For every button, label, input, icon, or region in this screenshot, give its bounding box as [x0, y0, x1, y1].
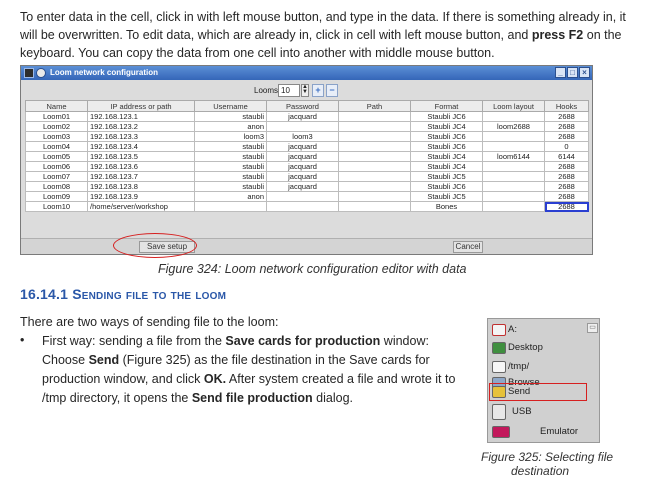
- table-cell[interactable]: 0: [545, 142, 589, 152]
- menu-item-emulator[interactable]: [488, 423, 598, 441]
- menu-item-label: Desktop: [508, 342, 543, 353]
- table-cell[interactable]: [483, 162, 545, 172]
- usb-icon: [492, 404, 506, 420]
- table-cell[interactable]: loom3: [267, 132, 339, 142]
- table-header-row: [26, 101, 589, 112]
- table-cell[interactable]: jacquard: [267, 162, 339, 172]
- menu-item-label: /tmp/: [508, 361, 530, 372]
- table-cell[interactable]: Loom06: [26, 162, 88, 172]
- file-destination-menu: [487, 318, 600, 443]
- table-cell[interactable]: Staubli JC6: [411, 142, 483, 152]
- table-cell[interactable]: Staubli JC6: [411, 182, 483, 192]
- button-bar: [21, 238, 592, 254]
- table-cell[interactable]: staubli: [195, 162, 267, 172]
- table-cell[interactable]: staubli: [195, 112, 267, 122]
- table-cell[interactable]: Staubli JC4: [411, 162, 483, 172]
- table-cell[interactable]: 192.168.123.6: [88, 162, 195, 172]
- loom-table: [25, 100, 589, 212]
- bullet-paragraph: [42, 332, 470, 408]
- column-header[interactable]: Format: [411, 101, 483, 112]
- close-icon[interactable]: ×: [579, 67, 590, 78]
- table-cell[interactable]: [483, 132, 545, 142]
- emulator-icon: [492, 426, 510, 438]
- table-cell[interactable]: loom6144: [483, 152, 545, 162]
- looms-label: Looms: [254, 86, 279, 95]
- folder-icon: [492, 361, 506, 373]
- table-cell[interactable]: Loom10: [26, 202, 88, 212]
- menu-item-label: A:: [508, 324, 517, 335]
- table-cell[interactable]: 2688: [545, 202, 589, 212]
- ways-paragraph: There are two ways of sending file to the loom:: [20, 315, 279, 329]
- loom-network-config-window: [20, 65, 593, 255]
- table-cell[interactable]: 2688: [545, 122, 589, 132]
- table-cell[interactable]: 192.168.123.2: [88, 122, 195, 132]
- table-cell[interactable]: Loom04: [26, 142, 88, 152]
- column-header[interactable]: Password: [267, 101, 339, 112]
- looms-spinner[interactable]: ▲ ▼: [302, 84, 308, 95]
- table-cell[interactable]: 192.168.123.3: [88, 132, 195, 142]
- table-row: [26, 132, 589, 142]
- table-row: [26, 202, 589, 212]
- table-cell[interactable]: jacquard: [267, 142, 339, 152]
- bullet-bold: Save cards for production: [225, 334, 381, 348]
- table-row: [26, 122, 589, 132]
- table-cell[interactable]: Loom07: [26, 172, 88, 182]
- table-cell[interactable]: 192.168.123.9: [88, 192, 195, 202]
- table-cell[interactable]: [339, 112, 411, 122]
- floppy-icon: [492, 324, 506, 336]
- section-heading: [20, 286, 226, 302]
- bullet-text: First way: sending a file from the: [42, 334, 226, 348]
- bullet-bold: Send file production: [191, 391, 313, 405]
- looms-count-input[interactable]: 10: [278, 84, 300, 97]
- table-cell[interactable]: 6144: [545, 152, 589, 162]
- table-cell[interactable]: 2688: [545, 182, 589, 192]
- table-cell[interactable]: Bones: [411, 202, 483, 212]
- table-cell[interactable]: loom2688: [483, 122, 545, 132]
- menu-item-label: Send: [508, 386, 531, 397]
- figure-325-caption-line: destination: [511, 464, 570, 478]
- table-cell[interactable]: 2688: [545, 192, 589, 202]
- table-cell[interactable]: Staubli JC5: [411, 172, 483, 182]
- table-cell[interactable]: [267, 122, 339, 132]
- window-controls: [555, 67, 590, 78]
- menu-item-desktop[interactable]: [488, 339, 588, 357]
- table-cell[interactable]: [339, 192, 411, 202]
- table-row: [26, 162, 589, 172]
- table-cell[interactable]: jacquard: [267, 182, 339, 192]
- highlight-ellipse: [113, 233, 197, 258]
- table-cell[interactable]: jacquard: [267, 172, 339, 182]
- table-row: [26, 152, 589, 162]
- figure-324-caption: Figure 324: Loom network configuration editor with data: [158, 262, 467, 276]
- table-cell[interactable]: staubli: [195, 142, 267, 152]
- section-number: 16.14.1: [20, 286, 73, 302]
- table-cell[interactable]: 2688: [545, 172, 589, 182]
- desktop-icon: [492, 342, 506, 354]
- table-cell[interactable]: 2688: [545, 132, 589, 142]
- table-cell[interactable]: [339, 142, 411, 152]
- bullet-text: production window, and click: [42, 372, 204, 386]
- column-header[interactable]: Username: [195, 101, 267, 112]
- figure-325-caption-line: Figure 325: Selecting file: [481, 450, 614, 464]
- figure-325-caption: [481, 450, 613, 478]
- cancel-button[interactable]: Cancel: [453, 241, 483, 253]
- table-cell[interactable]: [339, 202, 411, 212]
- window-title: Loom network configuration: [50, 68, 158, 77]
- table-cell[interactable]: Loom09: [26, 192, 88, 202]
- table-row: [26, 172, 589, 182]
- table-cell[interactable]: staubli: [195, 172, 267, 182]
- bullet-line: [42, 332, 470, 351]
- intro-line-1: To enter data in the cell, click in with left mouse button, and type in the data. If there is something already in, it: [20, 10, 626, 24]
- table-cell[interactable]: Staubli JC5: [411, 192, 483, 202]
- menu-item-label: Emulator: [540, 426, 579, 437]
- table-cell[interactable]: Loom03: [26, 132, 88, 142]
- table-cell[interactable]: [339, 132, 411, 142]
- table-cell[interactable]: staubli: [195, 152, 267, 162]
- table-cell[interactable]: Loom08: [26, 182, 88, 192]
- table-row: [26, 192, 589, 202]
- intro-text: on the: [583, 28, 622, 42]
- intro-key-hint: press F2: [531, 28, 584, 42]
- menu-item-label: Browse: [508, 377, 540, 388]
- table-cell[interactable]: [483, 112, 545, 122]
- bullet-line: [42, 370, 470, 389]
- table-cell[interactable]: Staubli JC6: [411, 132, 483, 142]
- table-cell[interactable]: [483, 172, 545, 182]
- table-cell[interactable]: [339, 182, 411, 192]
- table-cell[interactable]: 192.168.123.1: [88, 112, 195, 122]
- maximize-icon[interactable]: □: [567, 67, 578, 78]
- table-cell[interactable]: anon: [195, 192, 267, 202]
- send-highlight-box: [489, 383, 587, 401]
- table-cell[interactable]: loom3: [195, 132, 267, 142]
- minus-icon[interactable]: −: [326, 84, 338, 97]
- window-menu-icon[interactable]: [36, 68, 46, 78]
- looms-count-row: [21, 84, 592, 98]
- menu-item-label: USB: [512, 406, 532, 417]
- table-cell[interactable]: jacquard: [267, 112, 339, 122]
- table-row: [26, 112, 589, 122]
- table-cell[interactable]: 192.168.123.5: [88, 152, 195, 162]
- table-cell[interactable]: [483, 192, 545, 202]
- intro-text: will be overwritten. To edit data, which are already in, click in cell with left mouse button, and: [20, 28, 532, 42]
- table-cell[interactable]: [267, 192, 339, 202]
- bullet-marker: •: [20, 333, 25, 347]
- table-cell[interactable]: Staubli JC4: [411, 152, 483, 162]
- bullet-text: (Figure 325) as the file destination in the Save cards for: [119, 353, 430, 367]
- table-cell[interactable]: Loom02: [26, 122, 88, 132]
- intro-line-2: [20, 26, 632, 44]
- bullet-bold: OK.: [203, 372, 227, 386]
- intro-paragraph: [20, 8, 632, 62]
- plus-icon[interactable]: +: [312, 84, 324, 97]
- table-cell[interactable]: [483, 182, 545, 192]
- column-header[interactable]: IP address or path: [88, 101, 195, 112]
- table-cell[interactable]: [483, 202, 545, 212]
- table-cell[interactable]: 2688: [545, 162, 589, 172]
- bullet-bold: Send: [88, 353, 120, 367]
- table-cell[interactable]: /home/server/workshop: [88, 202, 195, 212]
- table-cell[interactable]: [267, 202, 339, 212]
- column-header[interactable]: Hooks: [545, 101, 589, 112]
- bullet-text: /tmp directory, it opens the: [42, 391, 192, 405]
- window-titlebar: [21, 66, 592, 80]
- table-cell[interactable]: [339, 172, 411, 182]
- bullet-line: [42, 351, 470, 370]
- table-cell[interactable]: Staubli JC4: [411, 122, 483, 132]
- column-header[interactable]: Path: [339, 101, 411, 112]
- table-cell[interactable]: 192.168.123.7: [88, 172, 195, 182]
- table-cell[interactable]: staubli: [195, 182, 267, 192]
- bullet-text: dialog.: [312, 391, 353, 405]
- bullet-text: window:: [380, 334, 429, 348]
- bullet-text: Choose: [42, 353, 89, 367]
- table-cell[interactable]: 2688: [545, 112, 589, 122]
- bullet-line: [42, 389, 470, 408]
- table-cell[interactable]: 192.168.123.8: [88, 182, 195, 192]
- menu-item-usb[interactable]: [488, 403, 588, 421]
- table-cell[interactable]: Staubli JC6: [411, 112, 483, 122]
- minimize-icon[interactable]: _: [555, 67, 566, 78]
- section-title: Sending file to the loom: [72, 286, 227, 302]
- bullet-text: After system created a file and wrote it to: [226, 372, 456, 386]
- table-cell[interactable]: 192.168.123.4: [88, 142, 195, 152]
- table-cell[interactable]: [195, 202, 267, 212]
- column-header[interactable]: Name: [26, 101, 88, 112]
- table-cell[interactable]: Loom05: [26, 152, 88, 162]
- save-setup-button[interactable]: Save setup: [139, 241, 195, 253]
- table-cell[interactable]: [483, 142, 545, 152]
- table-cell[interactable]: [339, 152, 411, 162]
- table-cell[interactable]: [339, 122, 411, 132]
- table-cell[interactable]: anon: [195, 122, 267, 132]
- table-cell[interactable]: Loom01: [26, 112, 88, 122]
- menu-item-a[interactable]: [488, 321, 588, 339]
- menu-scroll-icon[interactable]: ▭: [587, 323, 598, 333]
- intro-line-3: keyboard. You can copy the data from one cell into another with middle mouse button.: [20, 46, 495, 60]
- column-header[interactable]: Loom layout: [483, 101, 545, 112]
- table-row: [26, 182, 589, 192]
- table-cell[interactable]: [339, 162, 411, 172]
- table-row: [26, 142, 589, 152]
- app-icon: [24, 68, 34, 78]
- table-cell[interactable]: jacquard: [267, 152, 339, 162]
